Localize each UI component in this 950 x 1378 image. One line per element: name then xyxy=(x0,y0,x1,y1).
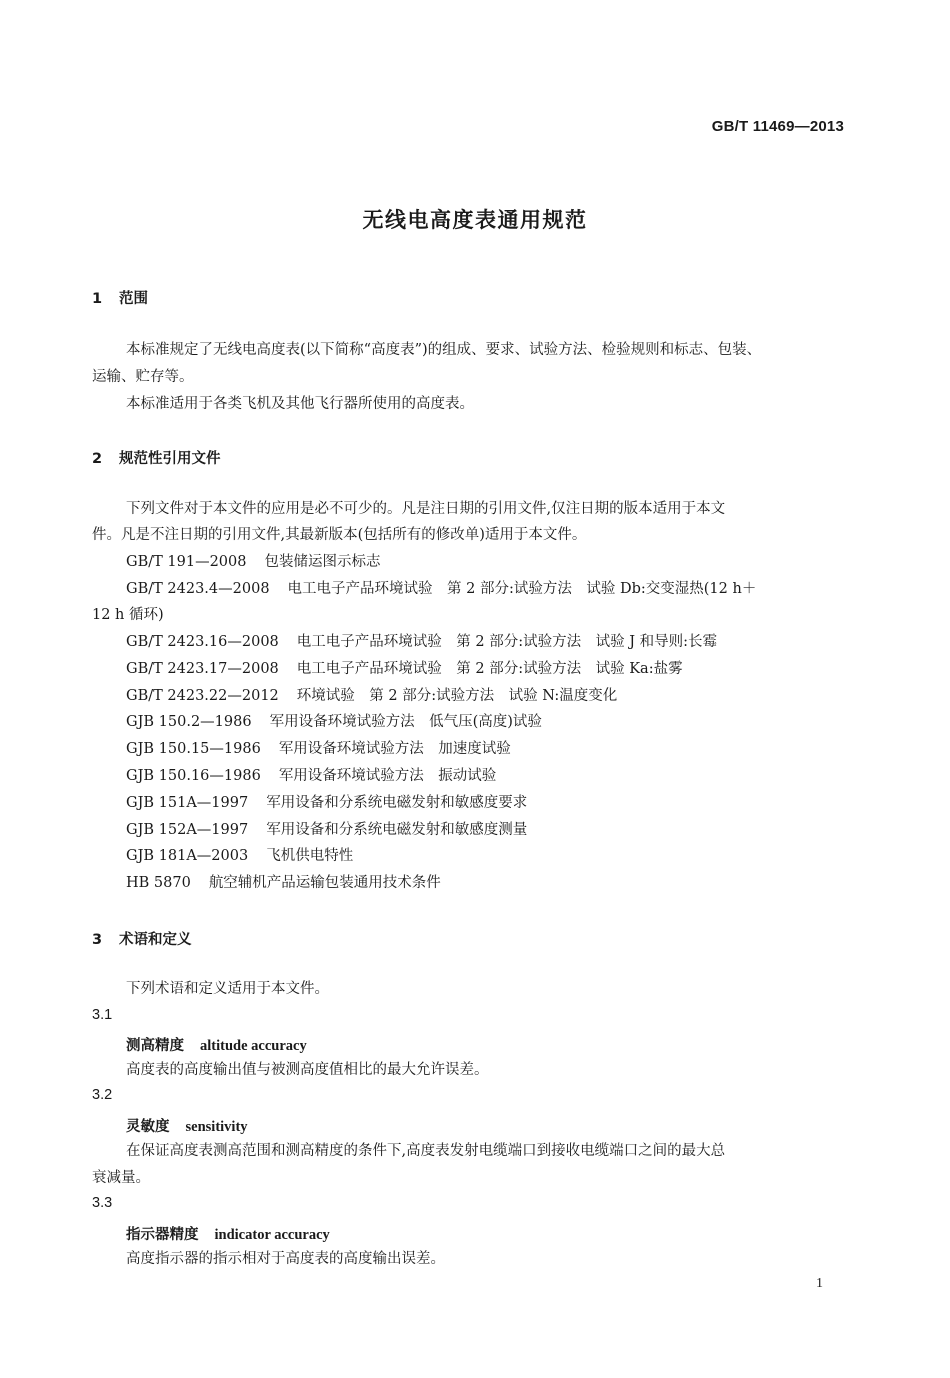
reference-item xyxy=(126,874,441,892)
section-title: 规范性引用文件 xyxy=(119,451,221,467)
term-english: indicator accuracy xyxy=(214,1227,330,1243)
term-number: 3.2 xyxy=(92,1087,113,1103)
term-chinese: 灵敏度 xyxy=(126,1118,170,1135)
reference-code: GB/T 191—2008 xyxy=(126,554,247,570)
section-number: 3 xyxy=(92,932,103,948)
reference-code: GJB 150.2—1986 xyxy=(126,714,252,730)
page-number: 1 xyxy=(816,1276,823,1291)
paragraph: 下列文件对于本文件的应用是必不可少的。凡是注日期的引用文件,仅注日期的版本适用于本文 xyxy=(126,501,726,517)
reference-item xyxy=(126,740,511,758)
section-number: 1 xyxy=(92,291,103,307)
reference-title: 军用设备和分系统电磁发射和敏感度测量 xyxy=(266,822,528,838)
section-2-heading xyxy=(92,447,221,468)
reference-code: GB/T 2423.4—2008 xyxy=(126,581,270,597)
paragraph: 件。凡是不注日期的引用文件,其最新版本(包括所有的修改单)适用于本文件。 xyxy=(92,527,587,543)
reference-item xyxy=(126,580,756,598)
reference-item xyxy=(126,713,542,731)
reference-code: GB/T 2423.22—2012 xyxy=(126,688,279,704)
reference-code: GB/T 2423.16—2008 xyxy=(126,634,279,650)
term-number: 3.1 xyxy=(92,1007,113,1023)
section-title: 术语和定义 xyxy=(119,932,192,948)
reference-title: 军用设备环境试验方法 振动试验 xyxy=(278,768,497,784)
term-english: altitude accuracy xyxy=(200,1038,307,1054)
reference-item xyxy=(126,767,496,785)
document-title: 无线电高度表通用规范 xyxy=(362,208,588,232)
paragraph: 下列术语和定义适用于本文件。 xyxy=(126,981,329,997)
term-definition: 衰减量。 xyxy=(92,1170,150,1186)
section-title: 范围 xyxy=(119,291,148,307)
reference-item xyxy=(126,553,380,571)
reference-continuation: 12 h 循环) xyxy=(92,607,164,623)
reference-title: 飞机供电特性 xyxy=(266,848,354,864)
term-heading xyxy=(126,1115,248,1136)
standard-code: GB/T 11469—2013 xyxy=(711,118,844,135)
reference-code: GJB 181A—2003 xyxy=(126,848,249,864)
reference-code: GB/T 2423.17—2008 xyxy=(126,661,279,677)
section-1-heading xyxy=(92,287,148,308)
paragraph: 本标准规定了无线电高度表(以下简称“高度表”)的组成、要求、试验方法、检验规则和标志、包装、 xyxy=(126,342,762,358)
reference-code: GJB 150.15—1986 xyxy=(126,741,261,757)
reference-item xyxy=(126,821,527,839)
reference-code: GJB 152A—1997 xyxy=(126,822,249,838)
term-number: 3.3 xyxy=(92,1195,113,1211)
reference-title: 环境试验 第 2 部分:试验方法 试验 N:温度变化 xyxy=(296,688,618,704)
term-chinese: 指示器精度 xyxy=(126,1226,199,1243)
term-chinese: 测高精度 xyxy=(126,1037,184,1054)
section-number: 2 xyxy=(92,451,103,467)
reference-item xyxy=(126,847,353,865)
reference-title: 电工电子产品环境试验 第 2 部分:试验方法 试验 Ka:盐雾 xyxy=(296,661,683,677)
term-english: sensitivity xyxy=(185,1119,248,1135)
reference-code: GJB 150.16—1986 xyxy=(126,768,261,784)
reference-item xyxy=(126,794,527,812)
term-definition: 在保证高度表测高范围和测高精度的条件下,高度表发射电缆端口到接收电缆端口之间的最大总 xyxy=(126,1143,726,1159)
reference-title: 航空辅机产品运输包装通用技术条件 xyxy=(208,875,441,891)
term-definition: 高度表的高度输出值与被测高度值相比的最大允许误差。 xyxy=(126,1062,489,1078)
reference-title: 军用设备环境试验方法 加速度试验 xyxy=(278,741,511,757)
term-definition: 高度指示器的指示相对于高度表的高度输出误差。 xyxy=(126,1251,445,1267)
reference-title: 包装储运图示标志 xyxy=(264,554,381,570)
reference-code: GJB 151A—1997 xyxy=(126,795,249,811)
paragraph: 本标准适用于各类飞机及其他飞行器所使用的高度表。 xyxy=(126,396,474,412)
reference-title: 军用设备环境试验方法 低气压(高度)试验 xyxy=(269,714,542,730)
section-3-heading xyxy=(92,928,192,949)
reference-title: 电工电子产品环境试验 第 2 部分:试验方法 试验 J 和导则:长霉 xyxy=(296,634,718,650)
reference-title: 军用设备和分系统电磁发射和敏感度要求 xyxy=(266,795,528,811)
reference-code: HB 5870 xyxy=(126,875,191,891)
term-heading xyxy=(126,1223,330,1244)
reference-item xyxy=(126,633,717,651)
paragraph: 运输、贮存等。 xyxy=(92,369,194,385)
reference-title: 电工电子产品环境试验 第 2 部分:试验方法 试验 Db:交变湿热(12 h＋ xyxy=(287,581,757,597)
reference-item xyxy=(126,687,617,705)
term-heading xyxy=(126,1034,307,1055)
reference-item xyxy=(126,660,683,678)
